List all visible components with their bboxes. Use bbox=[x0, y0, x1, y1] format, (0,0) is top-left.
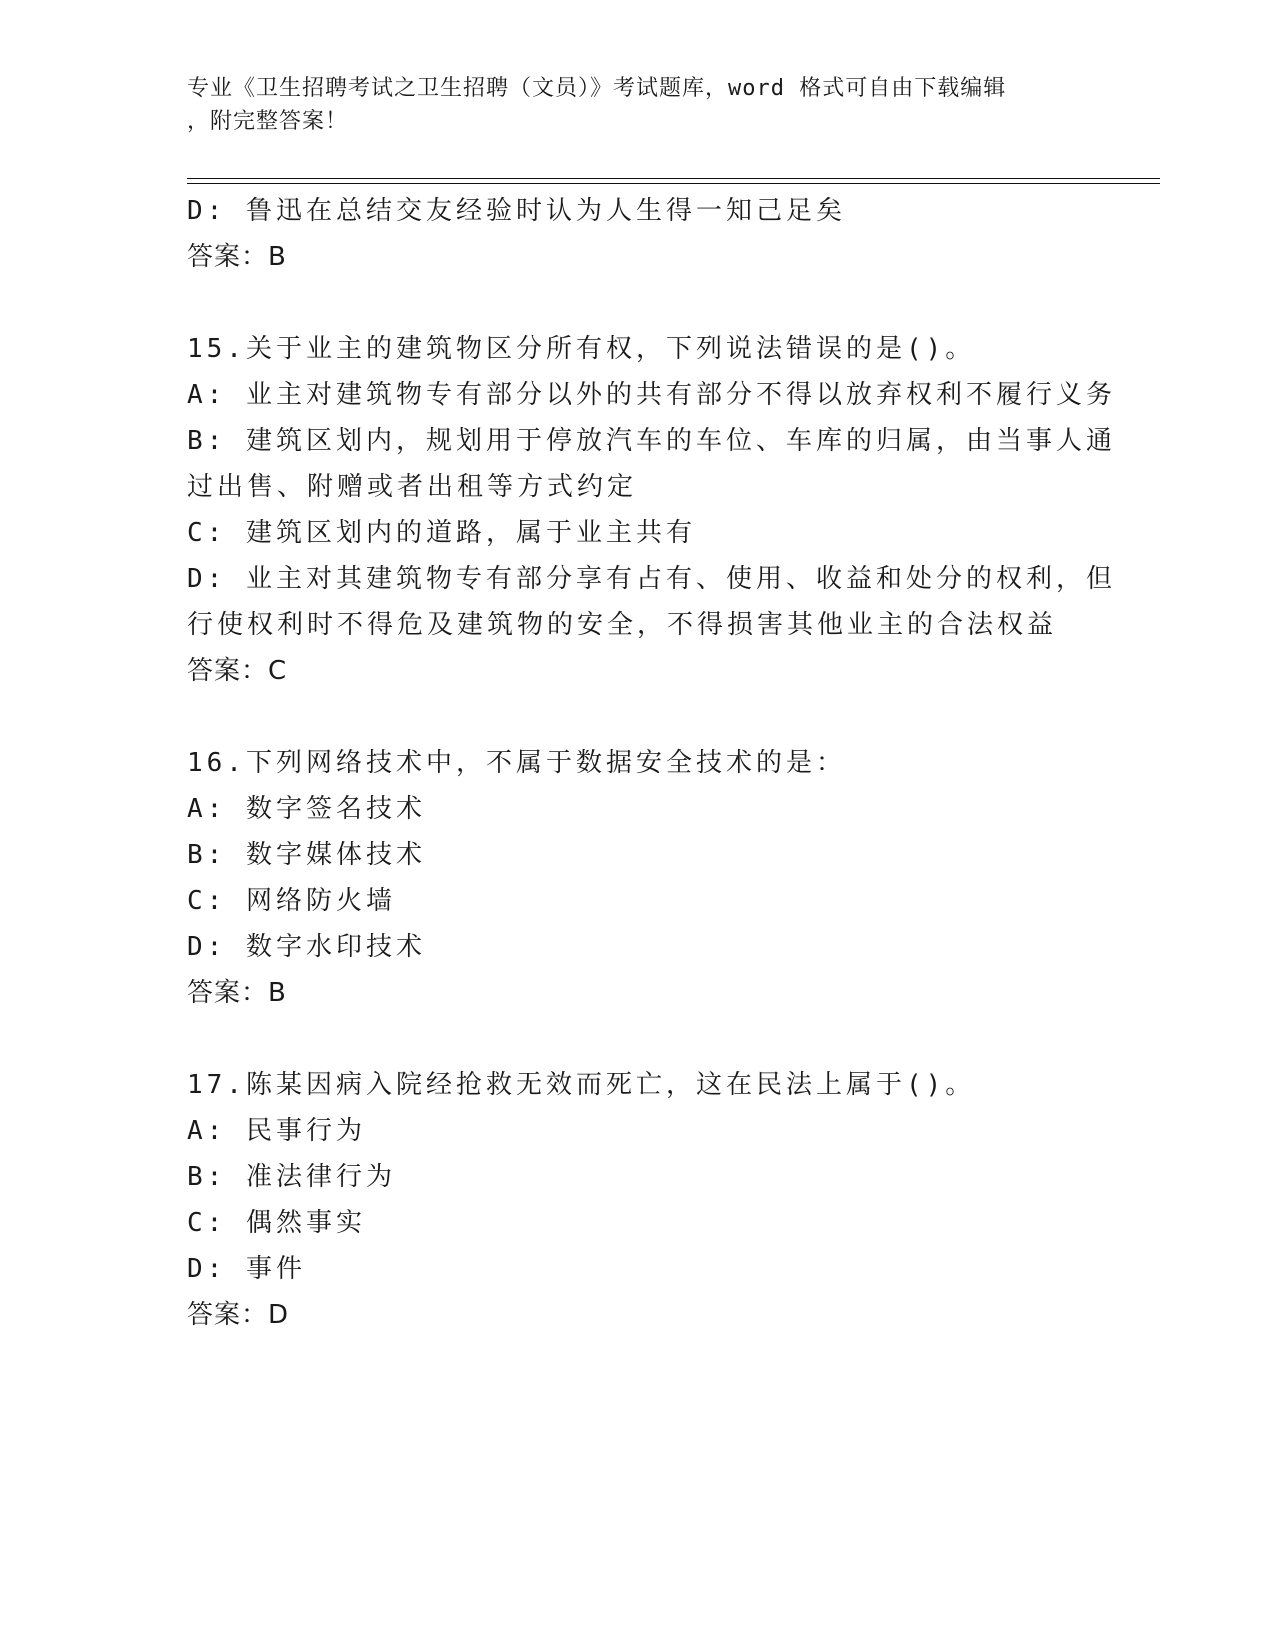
answer: 答案：B bbox=[187, 978, 287, 1008]
option-b: B: 建筑区划内，规划用于停放汽车的车位、车库的归属，由当事人通 bbox=[187, 426, 1116, 456]
question-text: 17.陈某因病入院经抢救无效而死亡，这在民法上属于()。 bbox=[187, 1070, 976, 1100]
option-d: D: 数字水印技术 bbox=[187, 932, 426, 962]
question-text: 15.关于业主的建筑物区分所有权，下列说法错误的是()。 bbox=[187, 334, 976, 364]
option-b-continued: 过出售、附赠或者出租等方式约定 bbox=[187, 472, 638, 502]
option-c: C: 偶然事实 bbox=[187, 1208, 366, 1238]
document-header bbox=[187, 72, 1067, 138]
question-16 bbox=[187, 740, 1087, 1016]
option-c: C: 建筑区划内的道路，属于业主共有 bbox=[187, 518, 696, 548]
option-a: A: 业主对建筑物专有部分以外的共有部分不得以放弃权利不履行义务 bbox=[187, 380, 1116, 410]
option-c: C: 网络防火墙 bbox=[187, 886, 396, 916]
option-d: D: 鲁迅在总结交友经验时认为人生得一知己足矣 bbox=[187, 196, 846, 226]
question-text: 16.下列网络技术中，不属于数据安全技术的是： bbox=[187, 748, 846, 778]
answer: 答案：D bbox=[187, 1300, 290, 1330]
spacer bbox=[187, 1016, 1087, 1062]
option-d-continued: 行使权利时不得危及建筑物的安全，不得损害其他业主的合法权益 bbox=[187, 610, 1058, 640]
question-content bbox=[187, 188, 1116, 1338]
answer: 答案：B bbox=[187, 242, 287, 272]
header-line-2: ，附完整答案！ bbox=[187, 109, 349, 134]
header-divider-bottom bbox=[187, 183, 1160, 184]
answer: 答案：C bbox=[187, 656, 288, 686]
spacer bbox=[187, 280, 1087, 326]
option-b: B: 准法律行为 bbox=[187, 1162, 396, 1192]
question-15 bbox=[187, 326, 1116, 694]
option-d: D: 业主对其建筑物专有部分享有占有、使用、收益和处分的权利，但 bbox=[187, 564, 1116, 594]
header-divider-top bbox=[187, 178, 1160, 179]
header-line-1: 专业《卫生招聘考试之卫生招聘（文员）》考试题库，word 格式可自由下载编辑 bbox=[187, 76, 1007, 101]
question-17 bbox=[187, 1062, 1087, 1338]
option-a: A: 数字签名技术 bbox=[187, 794, 426, 824]
spacer bbox=[187, 694, 1087, 740]
option-d: D: 事件 bbox=[187, 1254, 306, 1284]
option-a: A: 民事行为 bbox=[187, 1116, 366, 1146]
option-b: B: 数字媒体技术 bbox=[187, 840, 426, 870]
previous-question-tail bbox=[187, 188, 1087, 280]
